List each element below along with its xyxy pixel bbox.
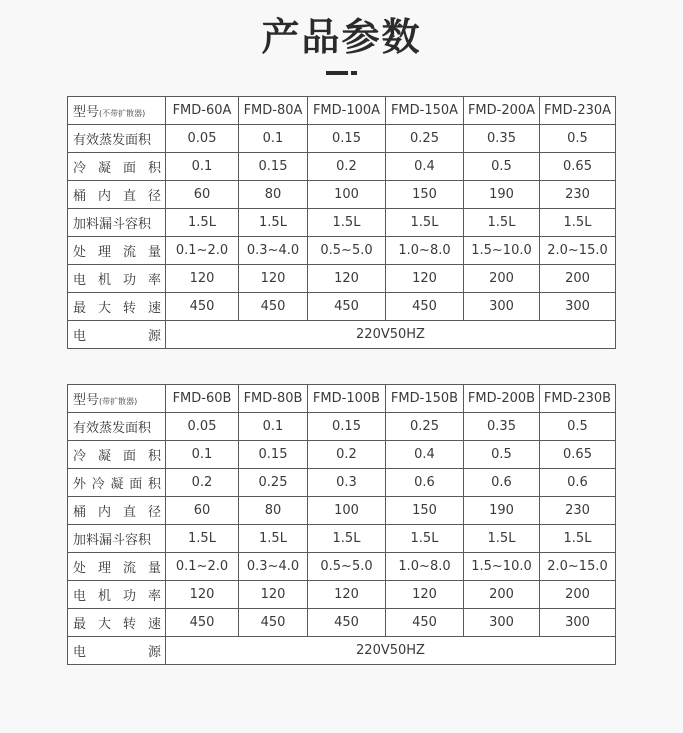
- value-cell: 150: [386, 497, 464, 525]
- value-cell: 300: [464, 293, 540, 321]
- table-row: [68, 181, 616, 209]
- value-cell: 60: [166, 181, 239, 209]
- table-row: [68, 469, 616, 497]
- value-cell: 1.5L: [386, 209, 464, 237]
- value-cell: 0.5: [464, 153, 540, 181]
- value-cell: 0.15: [239, 153, 308, 181]
- value-cell: 450: [166, 293, 239, 321]
- power-row: [68, 637, 616, 665]
- value-cell: 0.1: [239, 413, 308, 441]
- value-cell: 120: [166, 581, 239, 609]
- value-cell: 0.65: [540, 441, 616, 469]
- value-cell: 0.1: [166, 441, 239, 469]
- value-cell: 60: [166, 497, 239, 525]
- row-label: 加料漏斗容积: [68, 525, 166, 553]
- value-cell: 190: [464, 497, 540, 525]
- value-cell: 0.5: [540, 125, 616, 153]
- value-cell: 0.65: [540, 153, 616, 181]
- value-cell: 80: [239, 497, 308, 525]
- model-name-cell: FMD-150B: [386, 385, 464, 413]
- model-label: 型号: [73, 393, 100, 408]
- value-cell: 0.1: [239, 125, 308, 153]
- power-row: [68, 321, 616, 349]
- value-cell: 1.5~10.0: [464, 553, 540, 581]
- table-row: [68, 265, 616, 293]
- value-cell: 450: [386, 609, 464, 637]
- value-cell: 450: [386, 293, 464, 321]
- value-cell: 0.25: [386, 413, 464, 441]
- value-cell: 0.3~4.0: [239, 553, 308, 581]
- value-cell: 0.6: [464, 469, 540, 497]
- value-cell: 0.35: [464, 413, 540, 441]
- value-cell: 1.5L: [386, 525, 464, 553]
- value-cell: 230: [540, 181, 616, 209]
- value-cell: 0.6: [540, 469, 616, 497]
- value-cell: 0.25: [239, 469, 308, 497]
- model-header-cell: [68, 97, 166, 125]
- value-cell: 450: [308, 609, 386, 637]
- value-cell: 0.05: [166, 413, 239, 441]
- value-cell: 1.5L: [239, 525, 308, 553]
- value-cell: 200: [540, 581, 616, 609]
- row-label: 处理流量: [68, 553, 166, 581]
- table-row: [68, 209, 616, 237]
- value-cell: 1.5L: [239, 209, 308, 237]
- model-name-cell: FMD-80A: [239, 97, 308, 125]
- model-name-cell: FMD-100B: [308, 385, 386, 413]
- value-cell: 0.5~5.0: [308, 237, 386, 265]
- model-label: 型号: [73, 105, 100, 120]
- value-cell: 0.2: [166, 469, 239, 497]
- value-cell: 450: [308, 293, 386, 321]
- model-name-cell: FMD-230A: [540, 97, 616, 125]
- table-header-row: [68, 385, 616, 413]
- value-cell: 0.6: [386, 469, 464, 497]
- value-cell: 1.5L: [540, 209, 616, 237]
- model-name-cell: FMD-200B: [464, 385, 540, 413]
- value-cell: 300: [464, 609, 540, 637]
- value-cell: 120: [308, 581, 386, 609]
- row-label: 外冷凝面积: [68, 469, 166, 497]
- value-cell: 100: [308, 181, 386, 209]
- row-label: 处理流量: [68, 237, 166, 265]
- value-cell: 2.0~15.0: [540, 553, 616, 581]
- table-row: [68, 553, 616, 581]
- value-cell: 1.5L: [540, 525, 616, 553]
- power-label: 电源: [68, 321, 166, 349]
- model-name-cell: FMD-80B: [239, 385, 308, 413]
- value-cell: 450: [239, 609, 308, 637]
- title-underline: [326, 71, 357, 75]
- value-cell: 0.4: [386, 153, 464, 181]
- row-label: 电机功率: [68, 581, 166, 609]
- value-cell: 1.5L: [308, 525, 386, 553]
- row-label: 最大转速: [68, 609, 166, 637]
- value-cell: 80: [239, 181, 308, 209]
- value-cell: 1.5L: [166, 209, 239, 237]
- value-cell: 120: [239, 581, 308, 609]
- value-cell: 120: [166, 265, 239, 293]
- value-cell: 0.2: [308, 441, 386, 469]
- value-cell: 1.5L: [308, 209, 386, 237]
- model-note: (不带扩散器): [99, 109, 146, 118]
- value-cell: 1.0~8.0: [386, 237, 464, 265]
- row-label: 加料漏斗容积: [68, 209, 166, 237]
- value-cell: 120: [386, 581, 464, 609]
- value-cell: 0.1~2.0: [166, 237, 239, 265]
- power-label: 电源: [68, 637, 166, 665]
- page-title: 产品参数: [261, 15, 422, 59]
- value-cell: 0.1~2.0: [166, 553, 239, 581]
- value-cell: 450: [239, 293, 308, 321]
- value-cell: 0.5~5.0: [308, 553, 386, 581]
- value-cell: 0.5: [540, 413, 616, 441]
- value-cell: 230: [540, 497, 616, 525]
- value-cell: 0.05: [166, 125, 239, 153]
- value-cell: 0.2: [308, 153, 386, 181]
- table-row: [68, 497, 616, 525]
- row-label: 冷凝面积: [68, 153, 166, 181]
- table-row: [68, 125, 616, 153]
- table-row: [68, 237, 616, 265]
- row-label: 冷凝面积: [68, 441, 166, 469]
- value-cell: 200: [540, 265, 616, 293]
- spec-table-a: [67, 96, 616, 349]
- model-name-cell: FMD-60A: [166, 97, 239, 125]
- value-cell: 1.5L: [166, 525, 239, 553]
- power-value: 220V50HZ: [166, 637, 616, 665]
- table-header-row: [68, 97, 616, 125]
- power-value: 220V50HZ: [166, 321, 616, 349]
- spec-table-b: [67, 384, 616, 665]
- value-cell: 200: [464, 581, 540, 609]
- value-cell: 450: [166, 609, 239, 637]
- value-cell: 2.0~15.0: [540, 237, 616, 265]
- value-cell: 100: [308, 497, 386, 525]
- table-row: [68, 153, 616, 181]
- value-cell: 0.15: [308, 413, 386, 441]
- value-cell: 120: [308, 265, 386, 293]
- row-label: 有效蒸发面积: [68, 125, 166, 153]
- model-note: (带扩散器): [99, 397, 138, 406]
- value-cell: 1.5L: [464, 209, 540, 237]
- value-cell: 0.4: [386, 441, 464, 469]
- model-name-cell: FMD-200A: [464, 97, 540, 125]
- value-cell: 0.15: [239, 441, 308, 469]
- value-cell: 0.5: [464, 441, 540, 469]
- row-label: 电机功率: [68, 265, 166, 293]
- value-cell: 0.35: [464, 125, 540, 153]
- value-cell: 300: [540, 293, 616, 321]
- value-cell: 150: [386, 181, 464, 209]
- model-name-cell: FMD-100A: [308, 97, 386, 125]
- value-cell: 190: [464, 181, 540, 209]
- row-label: 桶内直径: [68, 497, 166, 525]
- table-row: [68, 413, 616, 441]
- table-row: [68, 441, 616, 469]
- value-cell: 120: [239, 265, 308, 293]
- table-row: [68, 293, 616, 321]
- value-cell: 1.5~10.0: [464, 237, 540, 265]
- row-label: 最大转速: [68, 293, 166, 321]
- model-header-cell: [68, 385, 166, 413]
- table-row: [68, 609, 616, 637]
- table-row: [68, 581, 616, 609]
- model-name-cell: FMD-150A: [386, 97, 464, 125]
- value-cell: 1.5L: [464, 525, 540, 553]
- value-cell: 0.25: [386, 125, 464, 153]
- value-cell: 1.0~8.0: [386, 553, 464, 581]
- value-cell: 120: [386, 265, 464, 293]
- value-cell: 0.1: [166, 153, 239, 181]
- value-cell: 0.15: [308, 125, 386, 153]
- row-label: 桶内直径: [68, 181, 166, 209]
- model-name-cell: FMD-60B: [166, 385, 239, 413]
- value-cell: 200: [464, 265, 540, 293]
- value-cell: 0.3~4.0: [239, 237, 308, 265]
- row-label: 有效蒸发面积: [68, 413, 166, 441]
- value-cell: 0.3: [308, 469, 386, 497]
- model-name-cell: FMD-230B: [540, 385, 616, 413]
- table-row: [68, 525, 616, 553]
- value-cell: 300: [540, 609, 616, 637]
